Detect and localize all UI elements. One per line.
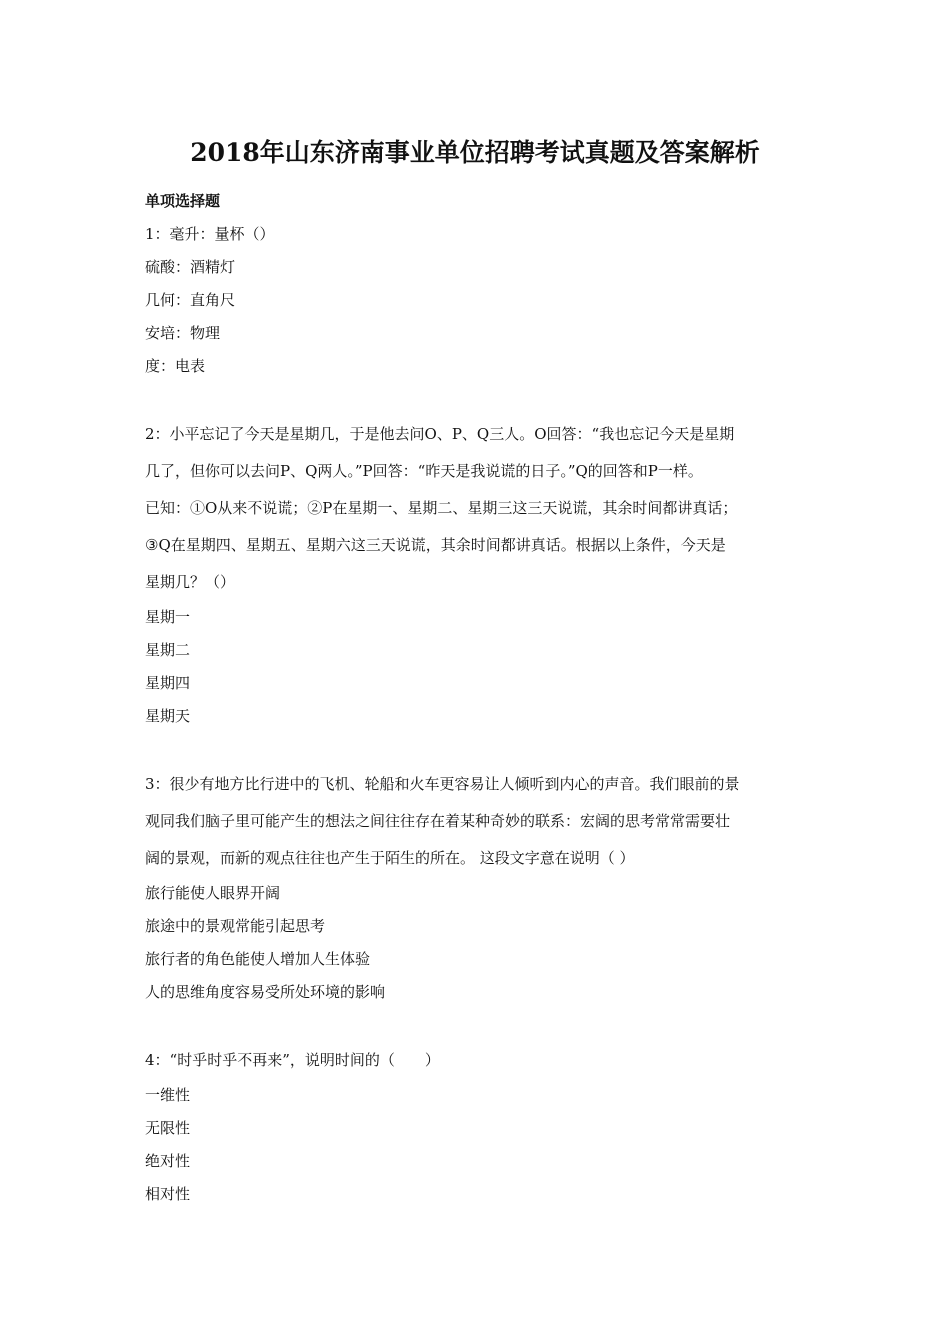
- question-2-stem-line-1: 2：小平忘记了今天是星期几，于是他去问O、P、Q三人。O回答：“我也忘记今天是星期: [145, 425, 735, 443]
- section-heading: 单项选择题: [145, 192, 221, 210]
- question-3-option-c: 旅行者的角色能使人增加人生体验: [145, 950, 371, 968]
- question-4-option-b: 无限性: [145, 1119, 191, 1137]
- question-3-option-d: 人的思维角度容易受所处环境的影响: [145, 983, 386, 1001]
- question-2-stem-line-2: 几了，但你可以去问P、Q两人。”P回答：“昨天是我说谎的日子。”Q的回答和P一样。: [145, 462, 703, 480]
- question-1-option-c: 安培：物理: [145, 324, 221, 342]
- question-3: [145, 766, 825, 1009]
- question-1-option-b: 几何：直角尺: [145, 291, 236, 309]
- question-3-stem-line-1: 3：很少有地方比行进中的飞机、轮船和火车更容易让人倾听到内心的声音。我们眼前的景: [145, 775, 740, 793]
- question-4: [145, 1042, 825, 1211]
- question-4-stem: 4：“时乎时乎不再来”，说明时间的（ ）: [145, 1051, 440, 1069]
- document-title: 2018年山东济南事业单位招聘考试真题及答案解析: [190, 138, 760, 167]
- question-3-stem-line-2: 观同我们脑子里可能产生的想法之间往往存在着某种奇妙的联系：宏阔的思考常常需要壮: [145, 812, 731, 830]
- question-1-stem: 1：毫升：量杯（）: [145, 225, 275, 243]
- question-3-option-b: 旅途中的景观常能引起思考: [145, 917, 326, 935]
- question-2-stem-line-4: ③Q在星期四、星期五、星期六这三天说谎，其余时间都讲真话。根据以上条件，今天是: [145, 536, 726, 554]
- question-3-option-a: 旅行能使人眼界开阔: [145, 884, 281, 902]
- question-2-option-d: 星期天: [145, 707, 191, 725]
- spacer: [145, 1009, 825, 1042]
- question-4-option-a: 一维性: [145, 1086, 191, 1104]
- spacer: [145, 383, 825, 416]
- spacer: [145, 733, 825, 766]
- question-2-stem-line-3: 已知：①O从来不说谎；②P在星期一、星期二、星期三这三天说谎，其余时间都讲真话；: [145, 499, 738, 517]
- question-4-option-d: 相对性: [145, 1185, 191, 1203]
- question-2-option-a: 星期一: [145, 608, 191, 626]
- question-1-option-a: 硫酸：酒精灯: [145, 258, 236, 276]
- question-2-stem-line-5: 星期几？（）: [145, 573, 236, 591]
- question-1: [145, 218, 825, 383]
- question-2: [145, 416, 825, 733]
- question-1-option-d: 度：电表: [145, 357, 206, 375]
- question-2-option-c: 星期四: [145, 674, 191, 692]
- question-2-option-b: 星期二: [145, 641, 191, 659]
- document-body: [145, 185, 825, 1211]
- question-3-stem-line-3: 阔的景观，而新的观点往往也产生于陌生的所在。 这段文字意在说明（ ）: [145, 849, 635, 867]
- question-4-option-c: 绝对性: [145, 1152, 191, 1170]
